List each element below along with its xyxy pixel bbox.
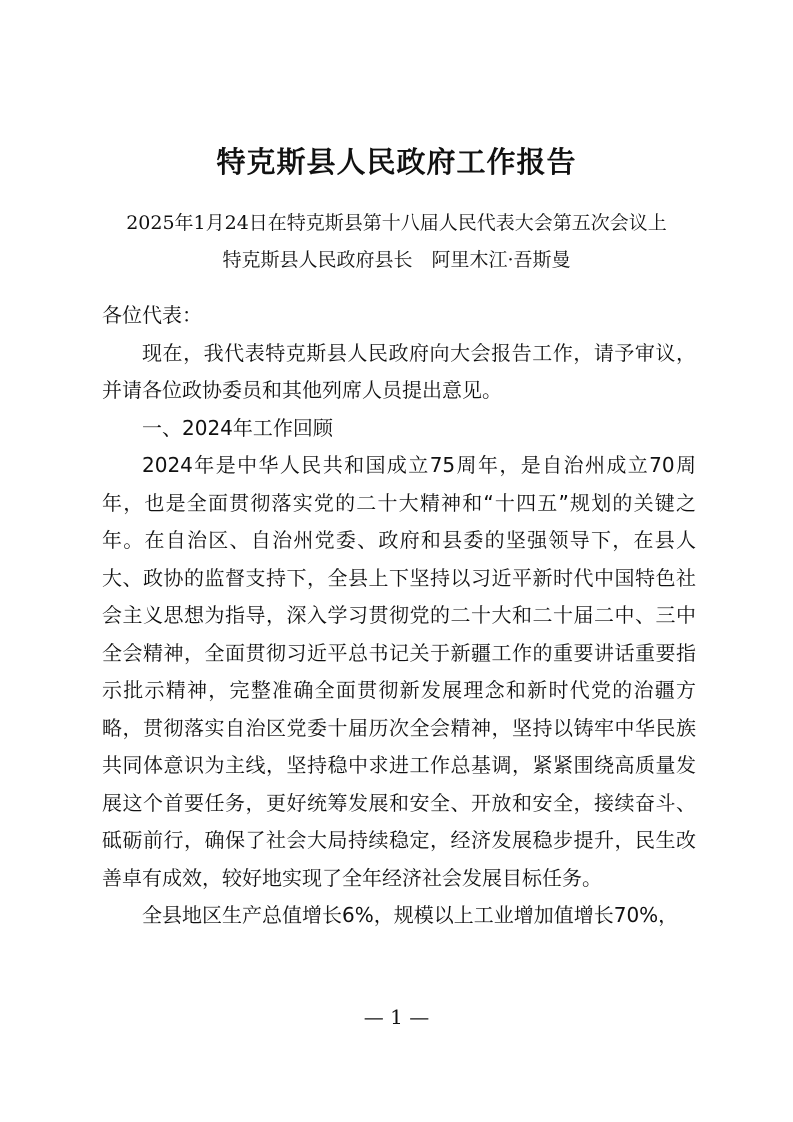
page-number: — 1 — (363, 1005, 430, 1029)
salutation: 各位代表： (102, 303, 202, 327)
meeting-date-line: 2025年1月24日在特克斯县第十八届人民代表大会第五次会议上 (126, 212, 667, 234)
economic-paragraph: 全县地区生产总值增长6%，规模以上工业增加值增长70%， (142, 903, 679, 927)
section-heading: 一、2024年工作回顾 (142, 415, 333, 440)
speaker-line: 特克斯县人民政府县长 阿里木江·吾斯曼 (222, 249, 571, 271)
report-body (102, 297, 696, 935)
review-paragraph: 2024年是中华人民共和国成立75周年，是自治州成立70周年，也是全面贯彻落实党的二十大精神和“十四五”规划的关键之年。在自治区、自治州党委、政府和县委的坚强领导下，在县人大、政协的监督支持下，全县上下坚持以习近平新时代中国特色社会主义思想为指导，深入学习贯彻党的二十大和二十届二中、三中全会精神，全面贯彻习近平总书记关于新疆工作的重要讲话重要指示批示精神，完整准确全面贯彻新发展理念和新时代党的治疆方略，贯彻落实自治区党委十届历次全会精神，坚持以铸牢中华民族共同体意识为主线，坚持稳中求进工作总基调，紧紧围绕高质量发展这个首要任务，更好统筹发展和安全、开放和安全，接续奋斗、砥砺前行，确保了社会大局持续稳定，经济发展稳步提升，民生改善卓有成效，较好地实现了全年经济社会发展目标任务。 (102, 453, 696, 890)
report-title: 特克斯县人民政府工作报告 (216, 145, 577, 179)
opening-paragraph: 现在，我代表特克斯县人民政府向大会报告工作，请予审议，并请各位政协委员和其他列席人员提出意见。 (102, 340, 696, 402)
